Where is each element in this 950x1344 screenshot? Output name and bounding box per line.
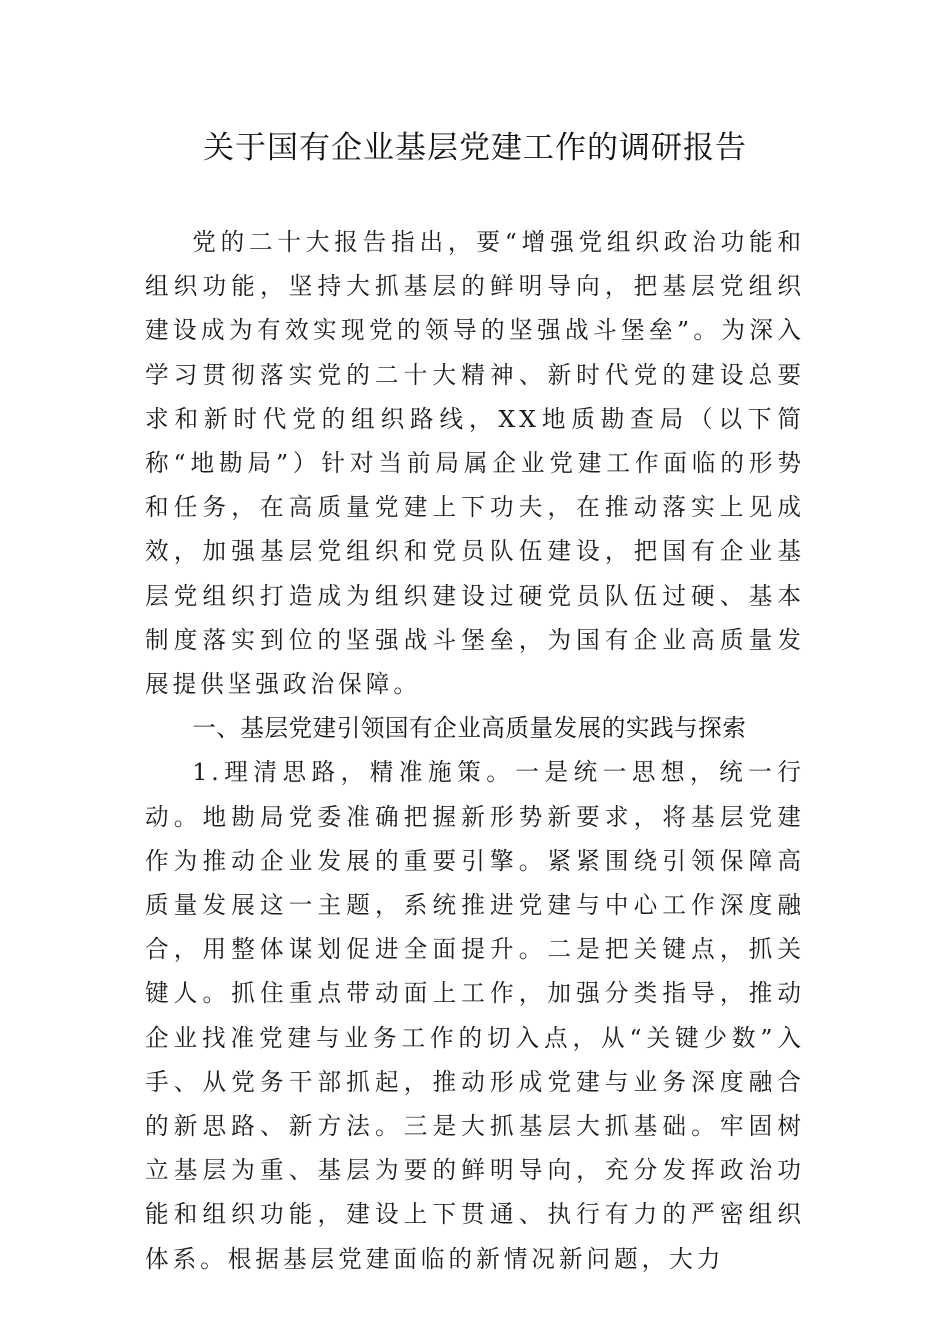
intro-paragraph: 党的二十大报告指出，要“增强党组织政治功能和组织功能，坚持大抓基层的鲜明导向，把基层党组织建设成为有效实现党的领导的坚强战斗堡垒”。为深入学习贯彻落实党的二十大精神、新时代党的建设总要求和新时代党的组织路线，XX地质勘查局（以下简称“地勘局”）针对当前局属企业党建工作面临的形势和任务，在高质量党建上下功夫，在推动落实上见成效，加强基层党组织和党员队伍建设，把国有企业基层党组织打造成为组织建设过硬党员队伍过硬、基本制度落实到位的坚强战斗堡垒，为国有企业高质量发展提供坚强政治保障。 xyxy=(145,228,805,699)
section-paragraph: 1.理清思路，精准施策。一是统一思想，统一行动。地勘局党委准确把握新形势新要求，将基层党建作为推动企业发展的重要引擎。紧紧围绕引领保障高质量发展这一主题，系统推进党建与中心工作深度融合，用整体谋划促进全面提升。二是把关键点，抓关键人。抓住重点带动面上工作，加强分类指导，推动企业找准党建与业务工作的切入点，从“关键少数”入手、从党务干部抓起，推动形成党建与业务深度融合的新思路、新方法。三是大抓基层大抓基础。牢固树立基层为重、基层为要的鲜明导向，充分发挥政治功能和组织功能，建设上下贯通、执行有力的严密组织体系。根据基层党建面临的新情况新问题，大力 xyxy=(145,758,805,1273)
document-body xyxy=(145,220,805,1281)
document-title: 关于国有企业基层党建工作的调研报告 xyxy=(203,130,747,166)
section-heading: 一、基层党建引领国有企业高质量发展的实践与探索 xyxy=(192,714,747,743)
